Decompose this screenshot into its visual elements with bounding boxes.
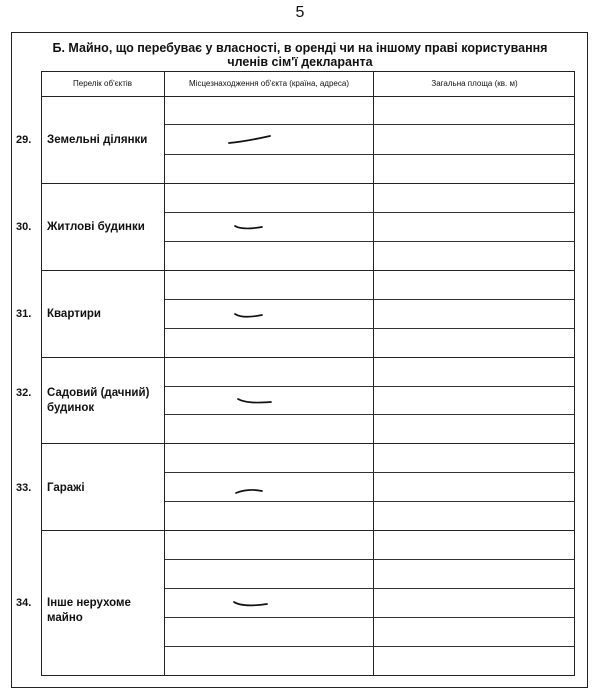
row-number: 30. (16, 221, 32, 233)
column-divider (164, 71, 165, 676)
row-number: 31. (16, 308, 32, 320)
header-location: Місцезнаходження об'єкта (країна, адреса) (189, 79, 349, 88)
row-label: Житлові будинки (47, 221, 145, 233)
sub-row-line (165, 559, 574, 560)
location-entry-dash (235, 395, 275, 407)
row-label: Інше нерухоме майно (47, 597, 131, 624)
sub-row-line (165, 328, 574, 329)
sub-row-line (165, 299, 574, 300)
row-label: Садовий (дачний) будинок (47, 387, 150, 414)
location-entry-dash (231, 598, 271, 610)
column-divider (373, 71, 374, 676)
section-divider (41, 357, 575, 358)
location-entry-dash (226, 133, 274, 147)
section-divider (41, 183, 575, 184)
sub-row-line (165, 414, 574, 415)
sub-row-line (165, 241, 574, 242)
sub-row-line (165, 472, 574, 473)
location-entry-dash (233, 485, 267, 497)
location-entry-dash (232, 309, 266, 321)
sub-row-line (165, 501, 574, 502)
row-label: Земельні ділянки (47, 134, 148, 146)
row-number: 33. (16, 482, 32, 494)
row-label: Квартири (47, 308, 102, 320)
header-objects: Перелік об'єктів (73, 79, 132, 88)
header-area: Загальна площа (кв. м) (431, 79, 518, 88)
section-title-line-2: членів сім'ї декларанта (227, 55, 373, 69)
section-divider (41, 530, 575, 531)
sub-row-line (165, 646, 574, 647)
row-number: 34. (16, 597, 32, 609)
property-table (41, 71, 575, 676)
row-number: 32. (16, 387, 32, 399)
sub-row-line (165, 124, 574, 125)
sub-row-line (165, 154, 574, 155)
section-title (12, 41, 588, 69)
header-divider (41, 96, 575, 97)
sub-row-line (165, 588, 574, 589)
sub-row-line (165, 212, 574, 213)
section-divider (41, 270, 575, 271)
sub-row-line (165, 386, 574, 387)
location-entry-dash (232, 221, 266, 233)
page-number: 5 (295, 4, 305, 21)
row-number: 29. (16, 134, 32, 146)
row-label: Гаражі (47, 482, 85, 494)
section-title-line-1: Б. Майно, що перебуває у власності, в оренді чи на іншому праві користування (52, 41, 548, 55)
section-divider (41, 443, 575, 444)
sub-row-line (165, 617, 574, 618)
